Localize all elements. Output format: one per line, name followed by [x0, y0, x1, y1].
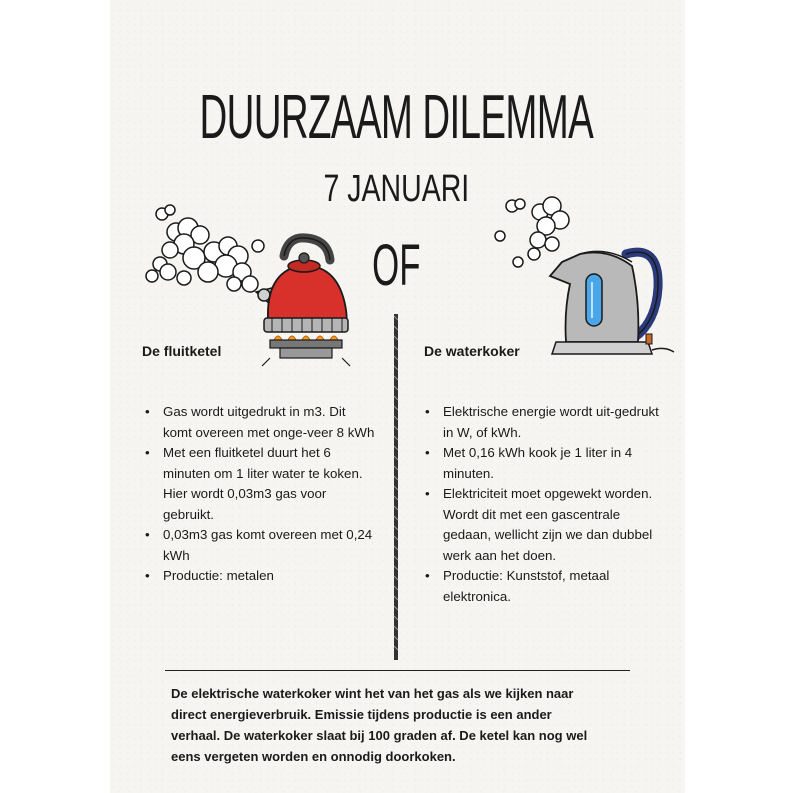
right-column-heading: De waterkoker — [424, 343, 520, 359]
vertical-divider — [393, 314, 399, 660]
list-item: • Elektriciteit moet opgewekt worden. Wordt dit met een gascentrale gedaan, wellicht zijn we dan dubbel werk aan het doen. — [423, 484, 659, 566]
page-date: 7 JANUARI — [323, 168, 470, 210]
list-item: • 0,03m3 gas komt overeen met 0,24 kWh — [143, 525, 375, 566]
left-column-heading: De fluitketel — [142, 343, 222, 359]
electric-kettle-icon — [488, 192, 678, 367]
left-bullet-list — [143, 402, 375, 587]
versus-label: OF — [372, 233, 421, 298]
page-title: DUURZAAM DILEMMA — [199, 83, 594, 152]
right-bullet-list — [423, 402, 659, 607]
list-item: • Productie: Kunststof, metaal elektronica. — [423, 566, 659, 607]
list-item: • Productie: metalen — [143, 566, 375, 587]
list-item: • Elektrische energie wordt uit-gedrukt in W, of kWh. — [423, 402, 659, 443]
list-item: • Met een fluitketel duurt het 6 minuten om 1 liter water te koken. Hier wordt 0,03m3 gas voor gebruikt. — [143, 443, 375, 525]
list-item: • Met 0,16 kWh kook je 1 liter in 4 minuten. — [423, 443, 659, 484]
conclusion-text: De elektrische waterkoker wint het van het gas als we kijken naar direct energieverbruik. Emissie tijdens productie is een ander verhaal. De waterkoker slaat bij 100 graden af. De ketel kan nog wel eens vergeten worden en onnodig doorkoken. — [171, 686, 588, 764]
list-item: • Gas wordt uitgedrukt in m3. Dit komt overeen met onge-veer 8 kWh — [143, 402, 375, 443]
horizontal-divider — [165, 670, 630, 671]
